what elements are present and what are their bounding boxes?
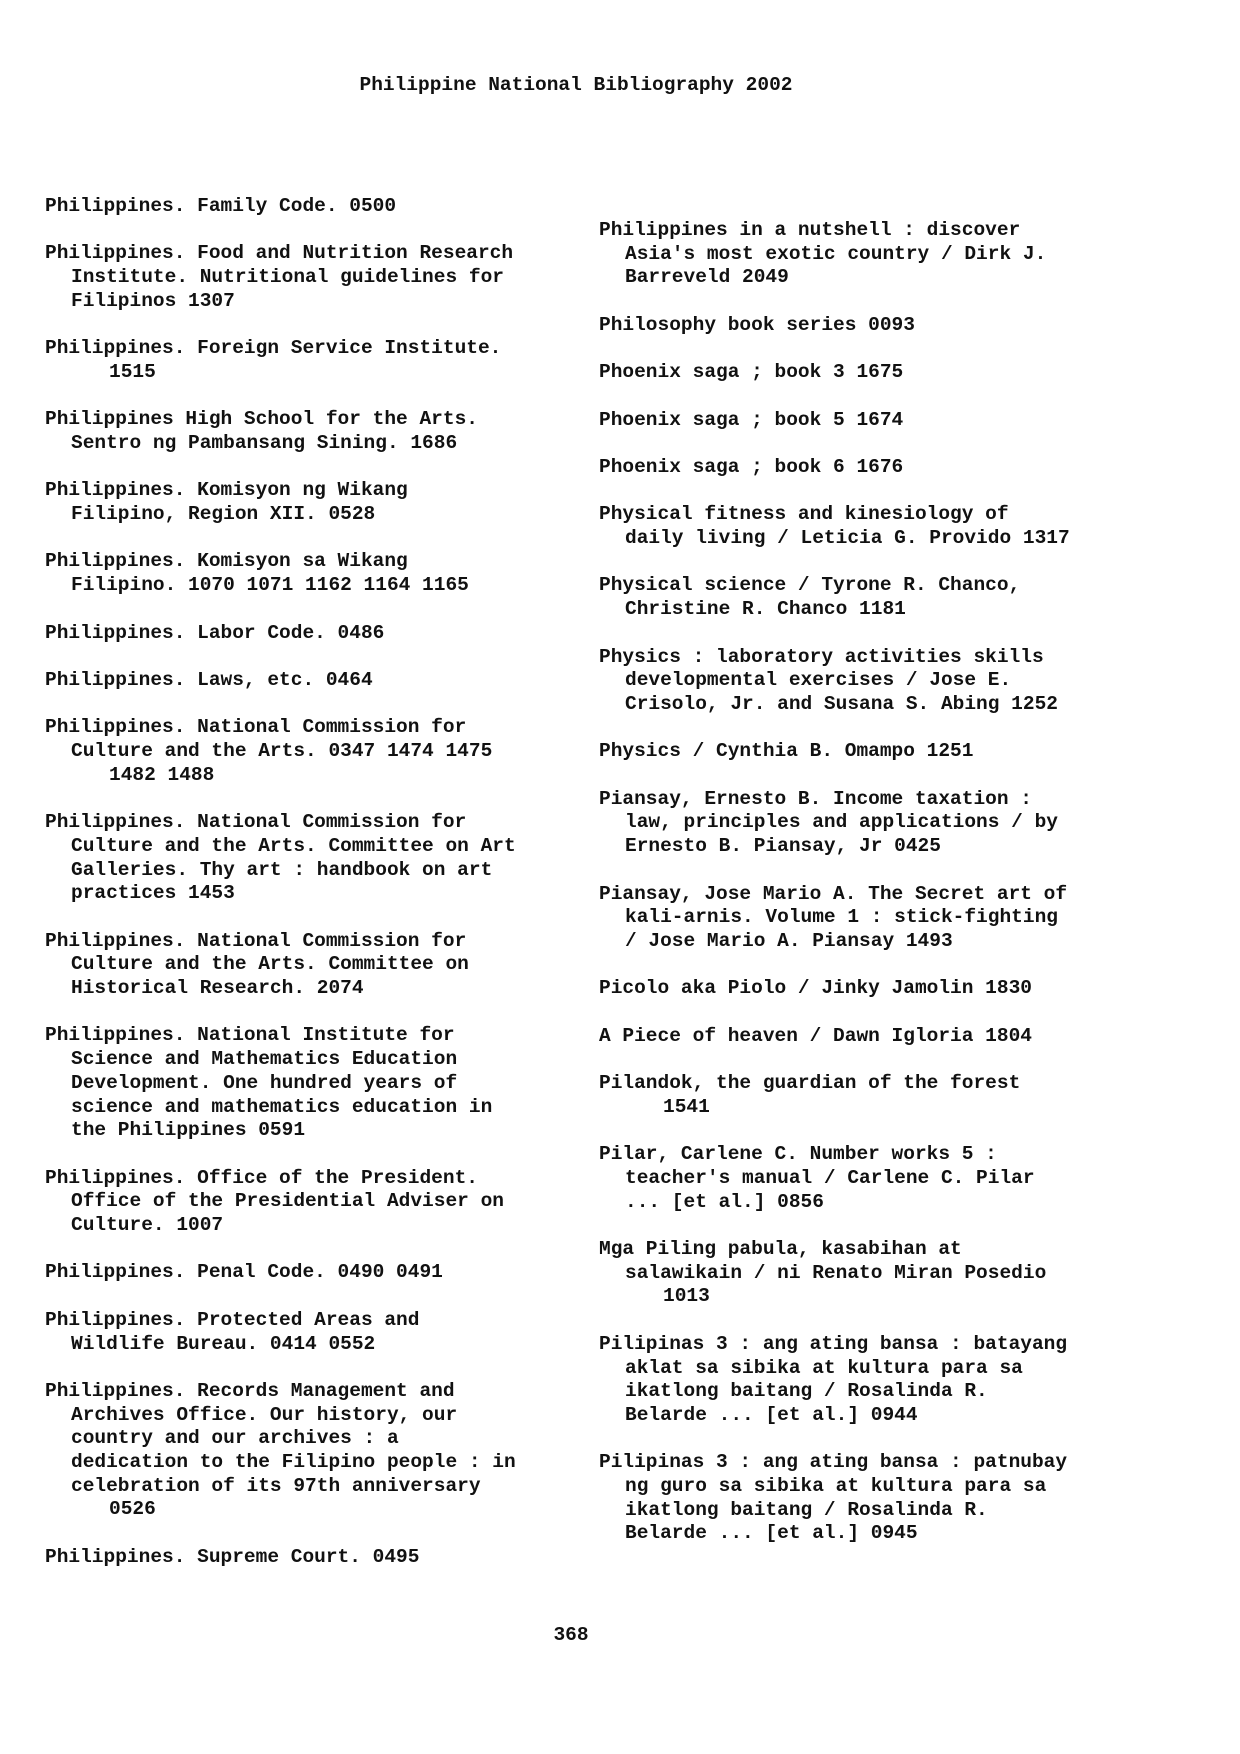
index-entry [599, 1238, 1159, 1309]
entry-line: dedication to the Filipino people : in [71, 1451, 516, 1474]
entry-line: 1482 1488 [109, 763, 215, 786]
entry-line: Philippines. Labor Code. 0486 [45, 621, 385, 644]
entry-line: Crisolo, Jr. and Susana S. Abing 1252 [625, 692, 1058, 715]
entry-line: developmental exercises / Jose E. [625, 669, 1012, 692]
entry-line: A Piece of heaven / Dawn Igloria 1804 [599, 1024, 1032, 1047]
index-entry [45, 242, 565, 313]
entry-line: Philippines. Supreme Court. 0495 [45, 1545, 420, 1568]
entry-line: Pilandok, the guardian of the forest [599, 1072, 1021, 1095]
entry-line: Pilipinas 3 : ang ating bansa : patnubay [599, 1451, 1068, 1474]
entry-line: Piansay, Ernesto B. Income taxation : [599, 787, 1032, 810]
entry-line: / Jose Mario A. Piansay 1493 [625, 929, 953, 952]
index-entry [599, 314, 1159, 338]
index-entry [45, 811, 565, 906]
index-entry [45, 716, 565, 787]
page-number: 368 [553, 1624, 589, 1646]
entry-line: Physical fitness and kinesiology of [599, 503, 1009, 526]
entry-line: Filipino. 1070 1071 1162 1164 1165 [71, 574, 469, 597]
index-entry [599, 409, 1159, 433]
entry-line: Historical Research. 2074 [71, 977, 364, 1000]
entry-line: 0526 [109, 1498, 156, 1521]
index-entry [45, 408, 565, 455]
entry-line: Asia's most exotic country / Dirk J. [625, 242, 1047, 265]
entry-line: Physics / Cynthia B. Omampo 1251 [599, 740, 974, 763]
entry-line: 1515 [109, 360, 156, 383]
index-entry [599, 740, 1159, 764]
index-entry [45, 930, 565, 1001]
entry-line: Institute. Nutritional guidelines for [71, 266, 504, 289]
entry-line: Culture and the Arts. Committee on Art [71, 834, 516, 857]
entry-line: 1541 [663, 1095, 710, 1118]
entry-line: celebration of its 97th anniversary [71, 1474, 481, 1497]
index-entry [45, 622, 565, 646]
entry-line: Development. One hundred years of [71, 1071, 458, 1094]
index-entry [599, 456, 1159, 480]
entry-line: Office of the Presidential Adviser on [71, 1190, 504, 1213]
index-entry [45, 195, 565, 219]
index-entry [45, 669, 565, 693]
entry-line: 1013 [663, 1285, 710, 1308]
entry-line: Picolo aka Piolo / Jinky Jamolin 1830 [599, 977, 1032, 1000]
left-column [45, 195, 565, 1593]
index-entry [599, 1333, 1159, 1428]
entry-line: ... [et al.] 0856 [625, 1190, 824, 1213]
index-entry [45, 337, 565, 384]
index-entry [45, 1024, 565, 1143]
index-entry [599, 1451, 1159, 1546]
entry-line: Pilar, Carlene C. Number works 5 : [599, 1143, 997, 1166]
entry-line: Philippines. Penal Code. 0490 0491 [45, 1261, 443, 1284]
index-entry [599, 788, 1159, 859]
index-entry [45, 1546, 565, 1570]
entry-line: Mga Piling pabula, kasabihan at [599, 1238, 962, 1260]
entry-line: Culture and the Arts. 0347 1474 1475 [71, 740, 493, 763]
entry-line: Wildlife Bureau. 0414 0552 [71, 1332, 376, 1355]
entry-line: Culture and the Arts. Committee on [71, 953, 469, 976]
index-entry [45, 1309, 565, 1356]
index-entry [599, 977, 1159, 1001]
entry-line: kali-arnis. Volume 1 : stick-fighting [625, 906, 1058, 929]
entry-line: law, principles and applications / by [625, 811, 1058, 834]
entry-line: Philippines. Laws, etc. 0464 [45, 668, 373, 691]
index-entry [599, 219, 1159, 290]
entry-line: Filipino, Region XII. 0528 [71, 503, 376, 526]
entry-line: Philippines. National Institute for [45, 1024, 455, 1047]
index-entry [599, 503, 1159, 550]
entry-line: ikatlong baitang / Rosalinda R. [625, 1498, 988, 1521]
entry-line: Barreveld 2049 [625, 266, 789, 289]
entry-line: Philippines. Komisyon ng Wikang [45, 479, 408, 502]
index-entry [45, 1380, 565, 1522]
entry-line: ikatlong baitang / Rosalinda R. [625, 1380, 988, 1403]
entry-line: Culture. 1007 [71, 1214, 224, 1237]
entry-line: Physics : laboratory activities skills [599, 645, 1044, 668]
index-entry [599, 883, 1159, 954]
entry-line: Phoenix saga ; book 3 1675 [599, 361, 904, 384]
entry-line: Philippines. Foreign Service Institute. [45, 337, 502, 360]
entry-line: Philippines. Family Code. 0500 [45, 195, 397, 217]
entry-line: Sentro ng Pambansang Sining. 1686 [71, 431, 458, 454]
index-entry [599, 1072, 1159, 1119]
entry-line: practices 1453 [71, 882, 235, 905]
right-column [599, 219, 1159, 1570]
entry-line: Belarde ... [et al.] 0945 [625, 1522, 918, 1545]
entry-line: Philippines. Protected Areas and [45, 1308, 420, 1331]
entry-line: Philippines. Komisyon sa Wikang [45, 550, 408, 573]
entry-line: Philippines in a nutshell : discover [599, 219, 1021, 241]
index-entry [599, 574, 1159, 621]
entry-line: Philippines. National Commission for [45, 929, 467, 952]
index-entry [599, 1025, 1159, 1049]
entry-line: Phoenix saga ; book 6 1676 [599, 455, 904, 478]
entry-line: Phoenix saga ; book 5 1674 [599, 408, 904, 431]
index-entry [599, 361, 1159, 385]
entry-line: the Philippines 0591 [71, 1119, 306, 1142]
entry-line: ng guro sa sibika at kultura para sa [625, 1475, 1047, 1497]
entry-line: aklat sa sibika at kultura para sa [625, 1356, 1023, 1379]
entry-line: Philippines. National Commission for [45, 811, 467, 834]
index-entry [599, 1143, 1159, 1214]
index-entry [45, 550, 565, 597]
entry-line: Ernesto B. Piansay, Jr 0425 [625, 835, 941, 858]
entry-line: Science and Mathematics Education [71, 1048, 458, 1071]
entry-line: science and mathematics education in [71, 1095, 493, 1118]
index-entry [45, 479, 565, 526]
entry-line: teacher's manual / Carlene C. Pilar [625, 1166, 1035, 1189]
entry-line: Philippines. Office of the President. [45, 1166, 478, 1189]
entry-line: Philippines High School for the Arts. [45, 408, 478, 431]
index-entry [45, 1261, 565, 1285]
entry-line: Physical science / Tyrone R. Chanco, [599, 574, 1021, 597]
entry-line: daily living / Leticia G. Provido 1317 [625, 527, 1070, 550]
entry-line: Philosophy book series 0093 [599, 313, 915, 336]
entry-line: Filipinos 1307 [71, 289, 235, 312]
index-entry [45, 1167, 565, 1238]
index-entry [599, 646, 1159, 717]
entry-line: Philippines. Food and Nutrition Research [45, 242, 514, 265]
entry-line: Galleries. Thy art : handbook on art [71, 858, 493, 881]
entry-line: Archives Office. Our history, our [71, 1403, 458, 1426]
entry-line: Philippines. National Commission for [45, 716, 467, 739]
entry-line: country and our archives : a [71, 1427, 399, 1450]
entry-line: Pilipinas 3 : ang ating bansa : batayang [599, 1332, 1068, 1355]
entry-line: Philippines. Records Management and [45, 1379, 455, 1402]
entry-line: Christine R. Chanco 1181 [625, 598, 906, 621]
entry-line: salawikain / ni Renato Miran Posedio [625, 1261, 1047, 1284]
page-title: Philippine National Bibliography 2002 [359, 74, 793, 96]
entry-line: Belarde ... [et al.] 0944 [625, 1403, 918, 1426]
entry-line: Piansay, Jose Mario A. The Secret art of [599, 882, 1068, 905]
